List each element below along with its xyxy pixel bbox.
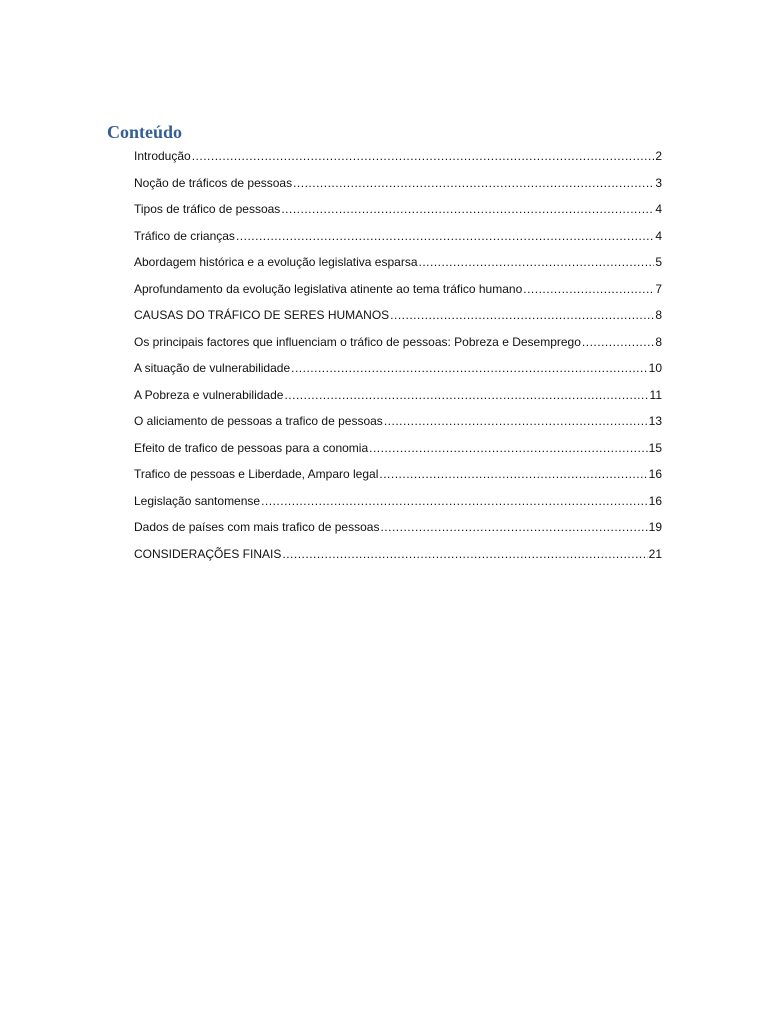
toc-dot-leader — [261, 491, 648, 511]
toc-dot-leader — [384, 411, 648, 431]
toc-dot-leader — [192, 146, 655, 166]
toc-entry-page-number: 21 — [648, 546, 662, 561]
toc-entry[interactable] — [134, 385, 662, 412]
toc-entry-page-number: 16 — [648, 493, 662, 508]
toc-entry-page-number: 11 — [649, 387, 662, 402]
toc-entry[interactable] — [134, 358, 662, 385]
toc-entry[interactable] — [134, 252, 662, 279]
toc-list — [134, 146, 662, 570]
toc-entry[interactable] — [134, 279, 662, 306]
toc-entry-label: A situação de vulnerabilidade — [134, 361, 291, 375]
toc-entry-page-number: 7 — [655, 281, 662, 296]
toc-entry-label: Introdução — [134, 149, 191, 163]
toc-entry-page-number: 10 — [648, 361, 662, 375]
toc-entry[interactable] — [134, 146, 662, 173]
toc-entry[interactable] — [134, 464, 662, 491]
toc-entry-label: Dados de países com mais trafico de pessoas — [134, 520, 380, 534]
toc-entry-page-number: 5 — [655, 255, 662, 269]
toc-entry-page-number: 4 — [655, 228, 662, 243]
toc-entry-page-number: 15 — [648, 440, 662, 455]
toc-dot-leader — [369, 438, 648, 458]
toc-dot-leader — [390, 305, 654, 325]
toc-dot-leader — [291, 358, 648, 378]
toc-entry-label: Efeito de trafico de pessoas para a conomia — [134, 440, 369, 455]
toc-entry[interactable] — [134, 199, 662, 226]
toc-entry-label: Trafico de pessoas e Liberdade, Amparo legal — [134, 467, 379, 481]
toc-entry-label: Tráfico de crianças — [134, 228, 235, 243]
toc-dot-leader — [236, 226, 654, 246]
toc-entry-page-number: 16 — [648, 467, 662, 481]
toc-dot-leader — [380, 517, 647, 537]
toc-entry[interactable] — [134, 491, 662, 518]
toc-dot-leader — [293, 173, 654, 193]
toc-entry-label: O aliciamento de pessoas a trafico de pessoas — [134, 414, 383, 428]
toc-entry-label: Tipos de tráfico de pessoas — [134, 202, 281, 216]
toc-entry-page-number: 4 — [655, 202, 662, 216]
toc-entry[interactable] — [134, 332, 662, 359]
toc-entry-label: Noção de tráficos de pessoas — [134, 175, 293, 190]
toc-entry[interactable] — [134, 544, 662, 571]
toc-dot-leader — [379, 464, 647, 484]
toc-dot-leader — [282, 544, 647, 564]
toc-entry-label: CAUSAS DO TRÁFICO DE SERES HUMANOS — [134, 308, 390, 322]
toc-entry[interactable] — [134, 438, 662, 465]
toc-entry[interactable] — [134, 517, 662, 544]
toc-entry-page-number: 19 — [648, 520, 662, 534]
toc-entry-label: Legislação santomense — [134, 493, 261, 508]
toc-dot-leader — [284, 385, 648, 405]
toc-entry[interactable] — [134, 305, 662, 332]
toc-entry-page-number: 2 — [655, 149, 662, 163]
toc-entry[interactable] — [134, 411, 662, 438]
toc-entry[interactable] — [134, 173, 662, 200]
toc-entry-label: A Pobreza e vulnerabilidade — [134, 387, 284, 402]
toc-entry-label: Os principais factores que influenciam o tráfico de pessoas: Pobreza e Desemprego — [134, 334, 581, 349]
toc-entry[interactable] — [134, 226, 662, 253]
toc-entry-label: CONSIDERAÇÕES FINAIS — [134, 546, 282, 561]
toc-entry-label: Abordagem histórica e a evolução legislativa esparsa — [134, 255, 418, 269]
toc-dot-leader — [582, 332, 654, 352]
toc-entry-page-number: 13 — [648, 414, 662, 428]
toc-dot-leader — [281, 199, 654, 219]
toc-entry-page-number: 3 — [655, 175, 662, 190]
toc-dot-leader — [523, 279, 654, 299]
toc-entry-label: Aprofundamento da evolução legislativa atinente ao tema tráfico humano — [134, 281, 523, 296]
toc-entry-page-number: 8 — [655, 308, 662, 322]
toc-title: Conteúdo — [107, 122, 183, 142]
toc-dot-leader — [419, 252, 655, 272]
toc-entry-page-number: 8 — [655, 334, 662, 349]
